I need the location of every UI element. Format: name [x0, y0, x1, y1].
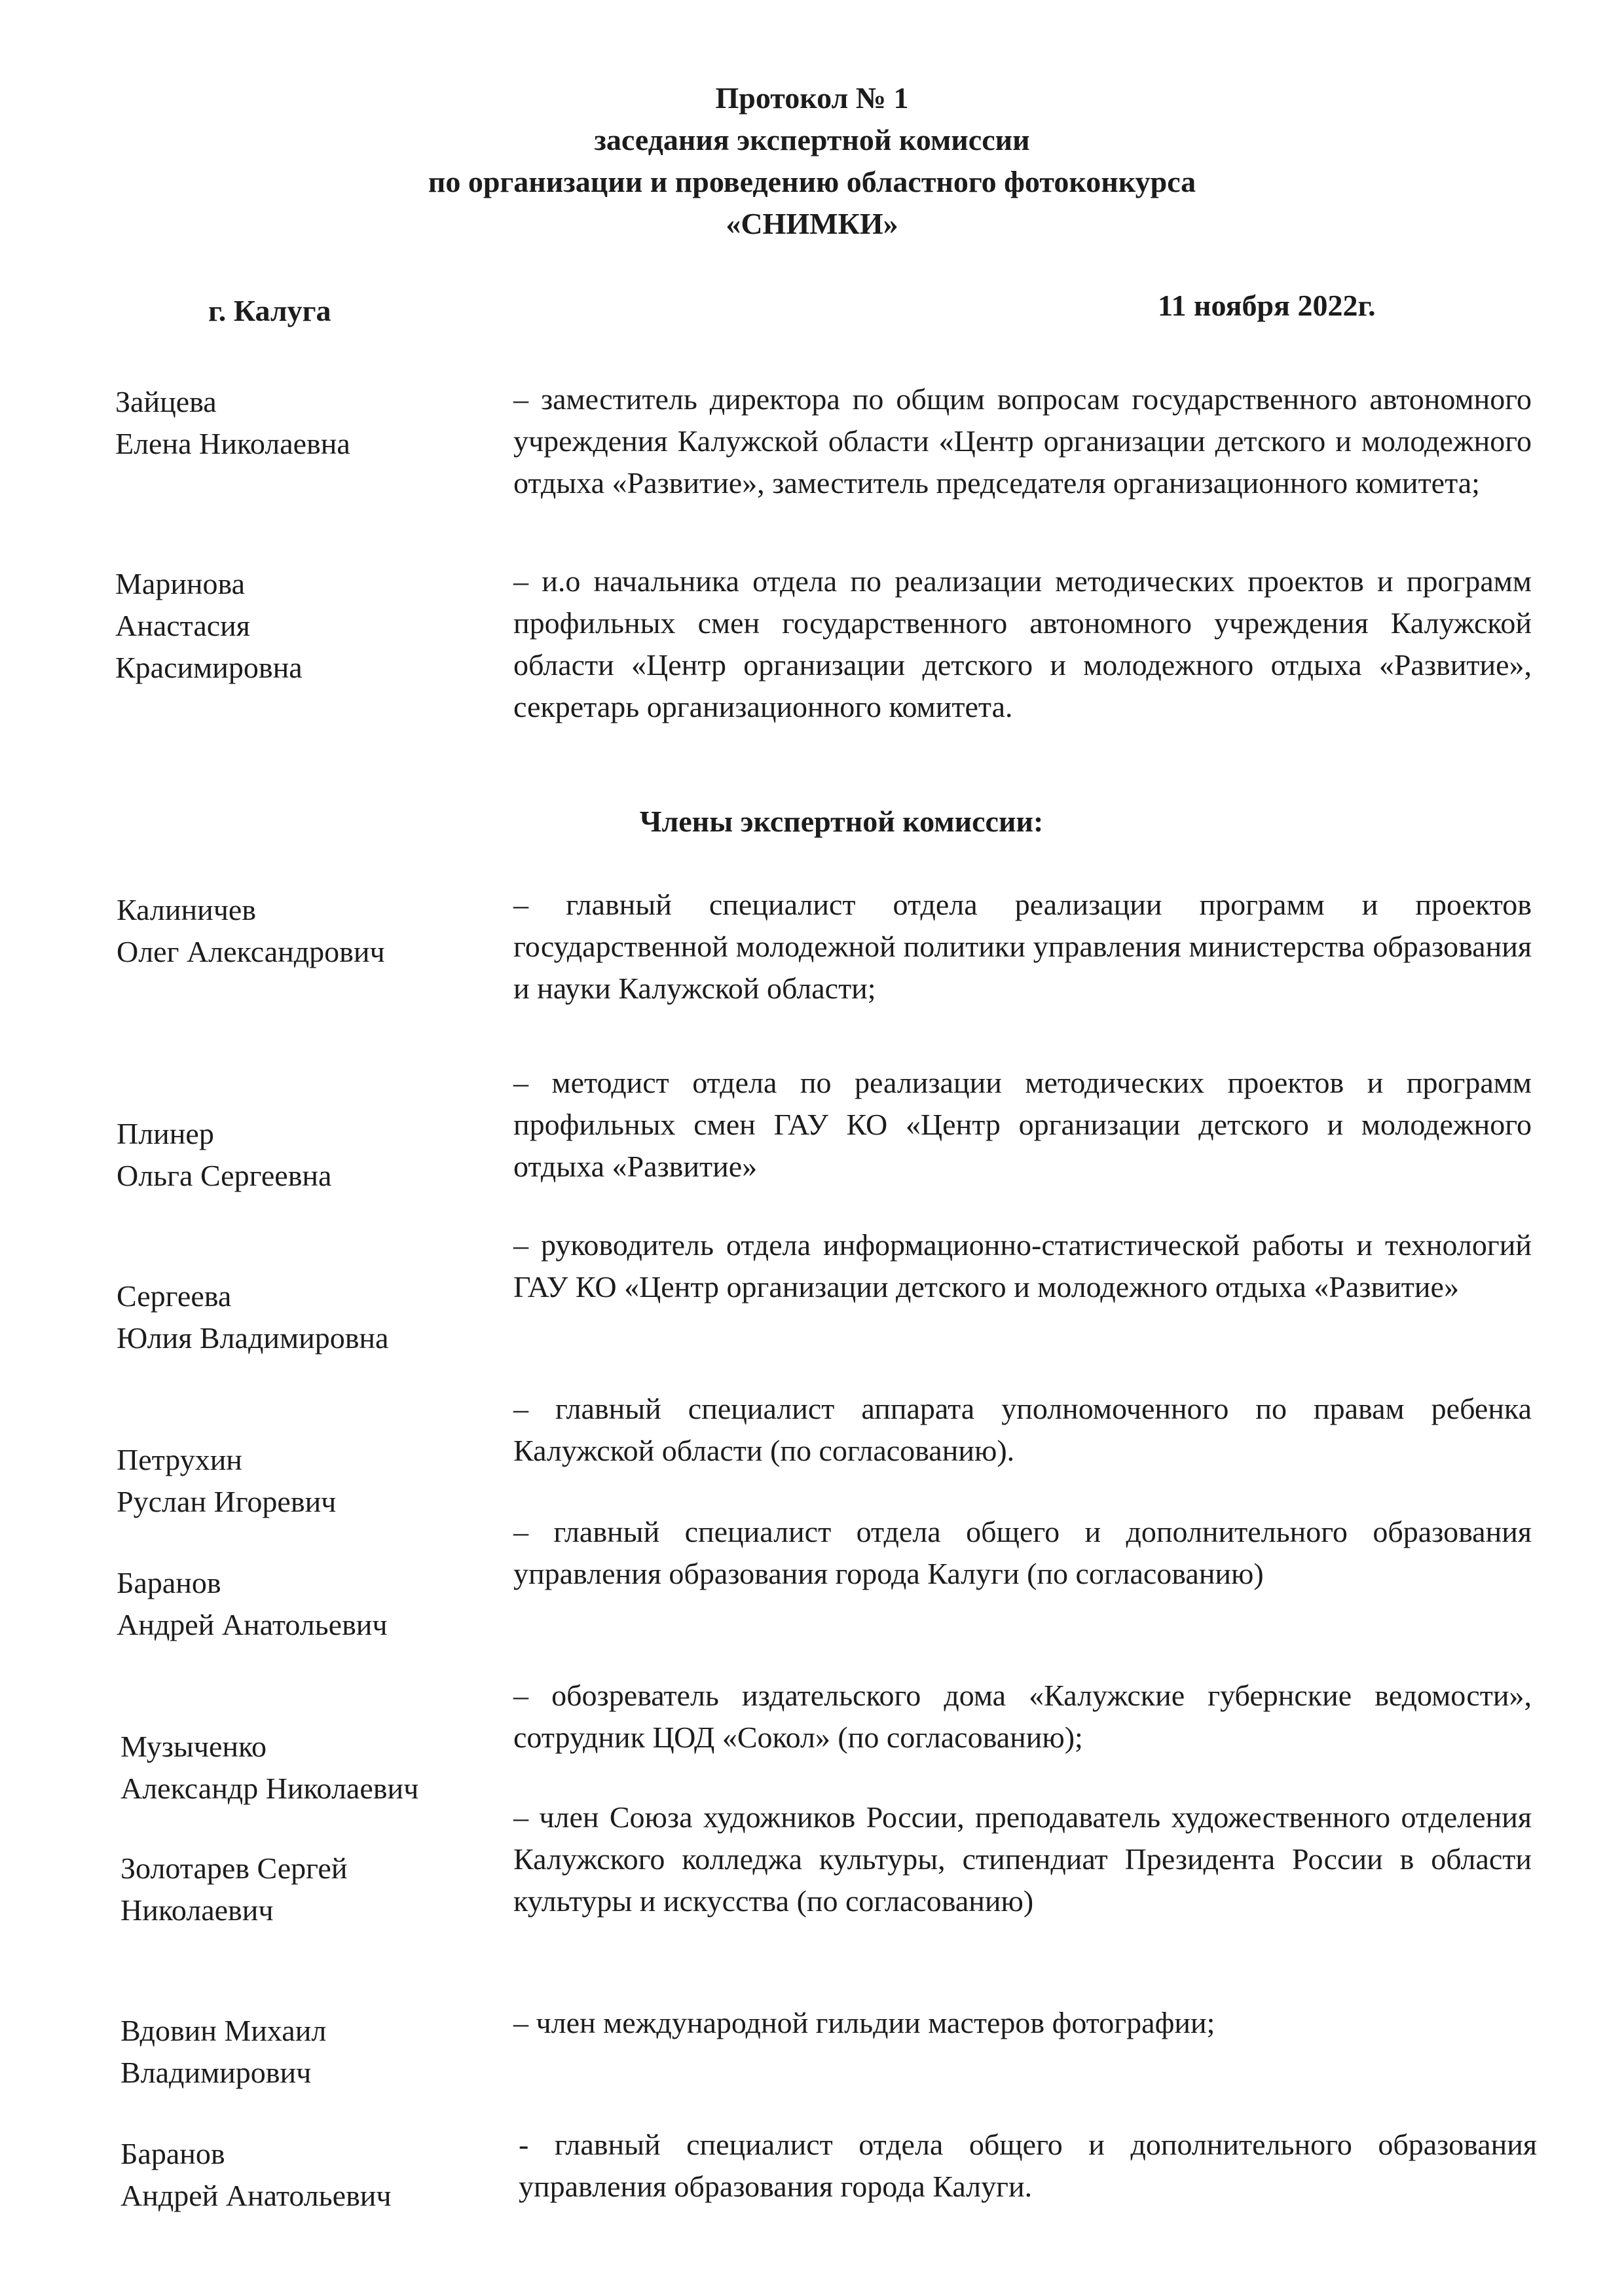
document-header: [0, 77, 1624, 245]
person-name: Музыченко Александр Николаевич: [120, 1730, 419, 1805]
person-role: – член Союза художников России, преподаватель художественного отделения Калужского колледжа культуры, стипендиат Президента России в области культуры и искусства (по согласованию): [513, 1800, 1532, 1918]
person-role: – методист отдела по реализации методических проектов и программ профильных смен ГАУ КО «Центр организации детского и молодежного отдыха «Развитие»: [513, 1066, 1532, 1183]
person-name: Баранов Андрей Анатольевич: [120, 2137, 392, 2212]
person-name: Вдовин Михаил Владимирович: [120, 2014, 327, 2089]
person-name: Петрухин Руслан Игоревич: [117, 1443, 337, 1518]
protocol-title: Протокол № 1: [715, 81, 909, 115]
person-role: – обозреватель издательского дома «Калужские губернские ведомости», сотрудник ЦОД «Сокол» (по согласованию);: [513, 1679, 1532, 1754]
members-heading: Члены экспертной комиссии:: [639, 805, 1044, 838]
person-name: Зайцева Елена Николаевна: [115, 385, 350, 460]
contest-name: «СНИМКИ»: [726, 207, 898, 240]
protocol-subtitle-line-1: заседания экспертной комиссии: [594, 123, 1030, 156]
person-name: Плинер Ольга Сергеевна: [117, 1117, 332, 1192]
person-role: – заместитель директора по общим вопросам государственного автономного учреждения Калужской области «Центр организации детского и молодежного отдыха «Развитие», заместитель председателя организационного комитета;: [513, 382, 1532, 500]
person-role: – и.о начальника отдела по реализации методических проектов и программ профильных смен государственного автономного учреждения Калужской области «Центр организации детского и молодежного отдыха «Развитие», секретарь организационного комитета.: [513, 564, 1532, 723]
person-name: Сергеева Юлия Владимировна: [117, 1279, 389, 1355]
person-role: – главный специалист отдела реализации программ и проектов государственной молодежной политики управления министерства образования и науки Калужской области;: [513, 888, 1532, 1005]
protocol-subtitle-line-2: по организации и проведению областного фотоконкурса: [428, 165, 1196, 198]
city: г. Калуга: [208, 294, 331, 327]
person-name: Маринова Анастасия Красимировна: [115, 567, 303, 684]
person-role: – член международной гильдии мастеров фотографии;: [513, 2006, 1215, 2039]
person-role: - главный специалист отдела общего и дополнительного образования управления образования города Калуги.: [519, 2128, 1537, 2203]
meeting-date: 11 ноября 2022г.: [1158, 289, 1376, 322]
person-name: Калиничев Олег Александрович: [117, 893, 385, 968]
person-role: – главный специалист отдела общего и дополнительного образования управления образования города Калуги (по согласованию): [513, 1515, 1532, 1590]
person-role: – руководитель отдела информационно-статистической работы и технологий ГАУ КО «Центр организации детского и молодежного отдыха «Развитие»: [513, 1228, 1532, 1303]
person-role: – главный специалист аппарата уполномоченного по правам ребенка Калужской области (по согласованию).: [513, 1392, 1532, 1467]
person-name: Золотарев Сергей Николаевич: [120, 1851, 348, 1927]
person-name: Баранов Андрей Анатольевич: [117, 1566, 388, 1641]
